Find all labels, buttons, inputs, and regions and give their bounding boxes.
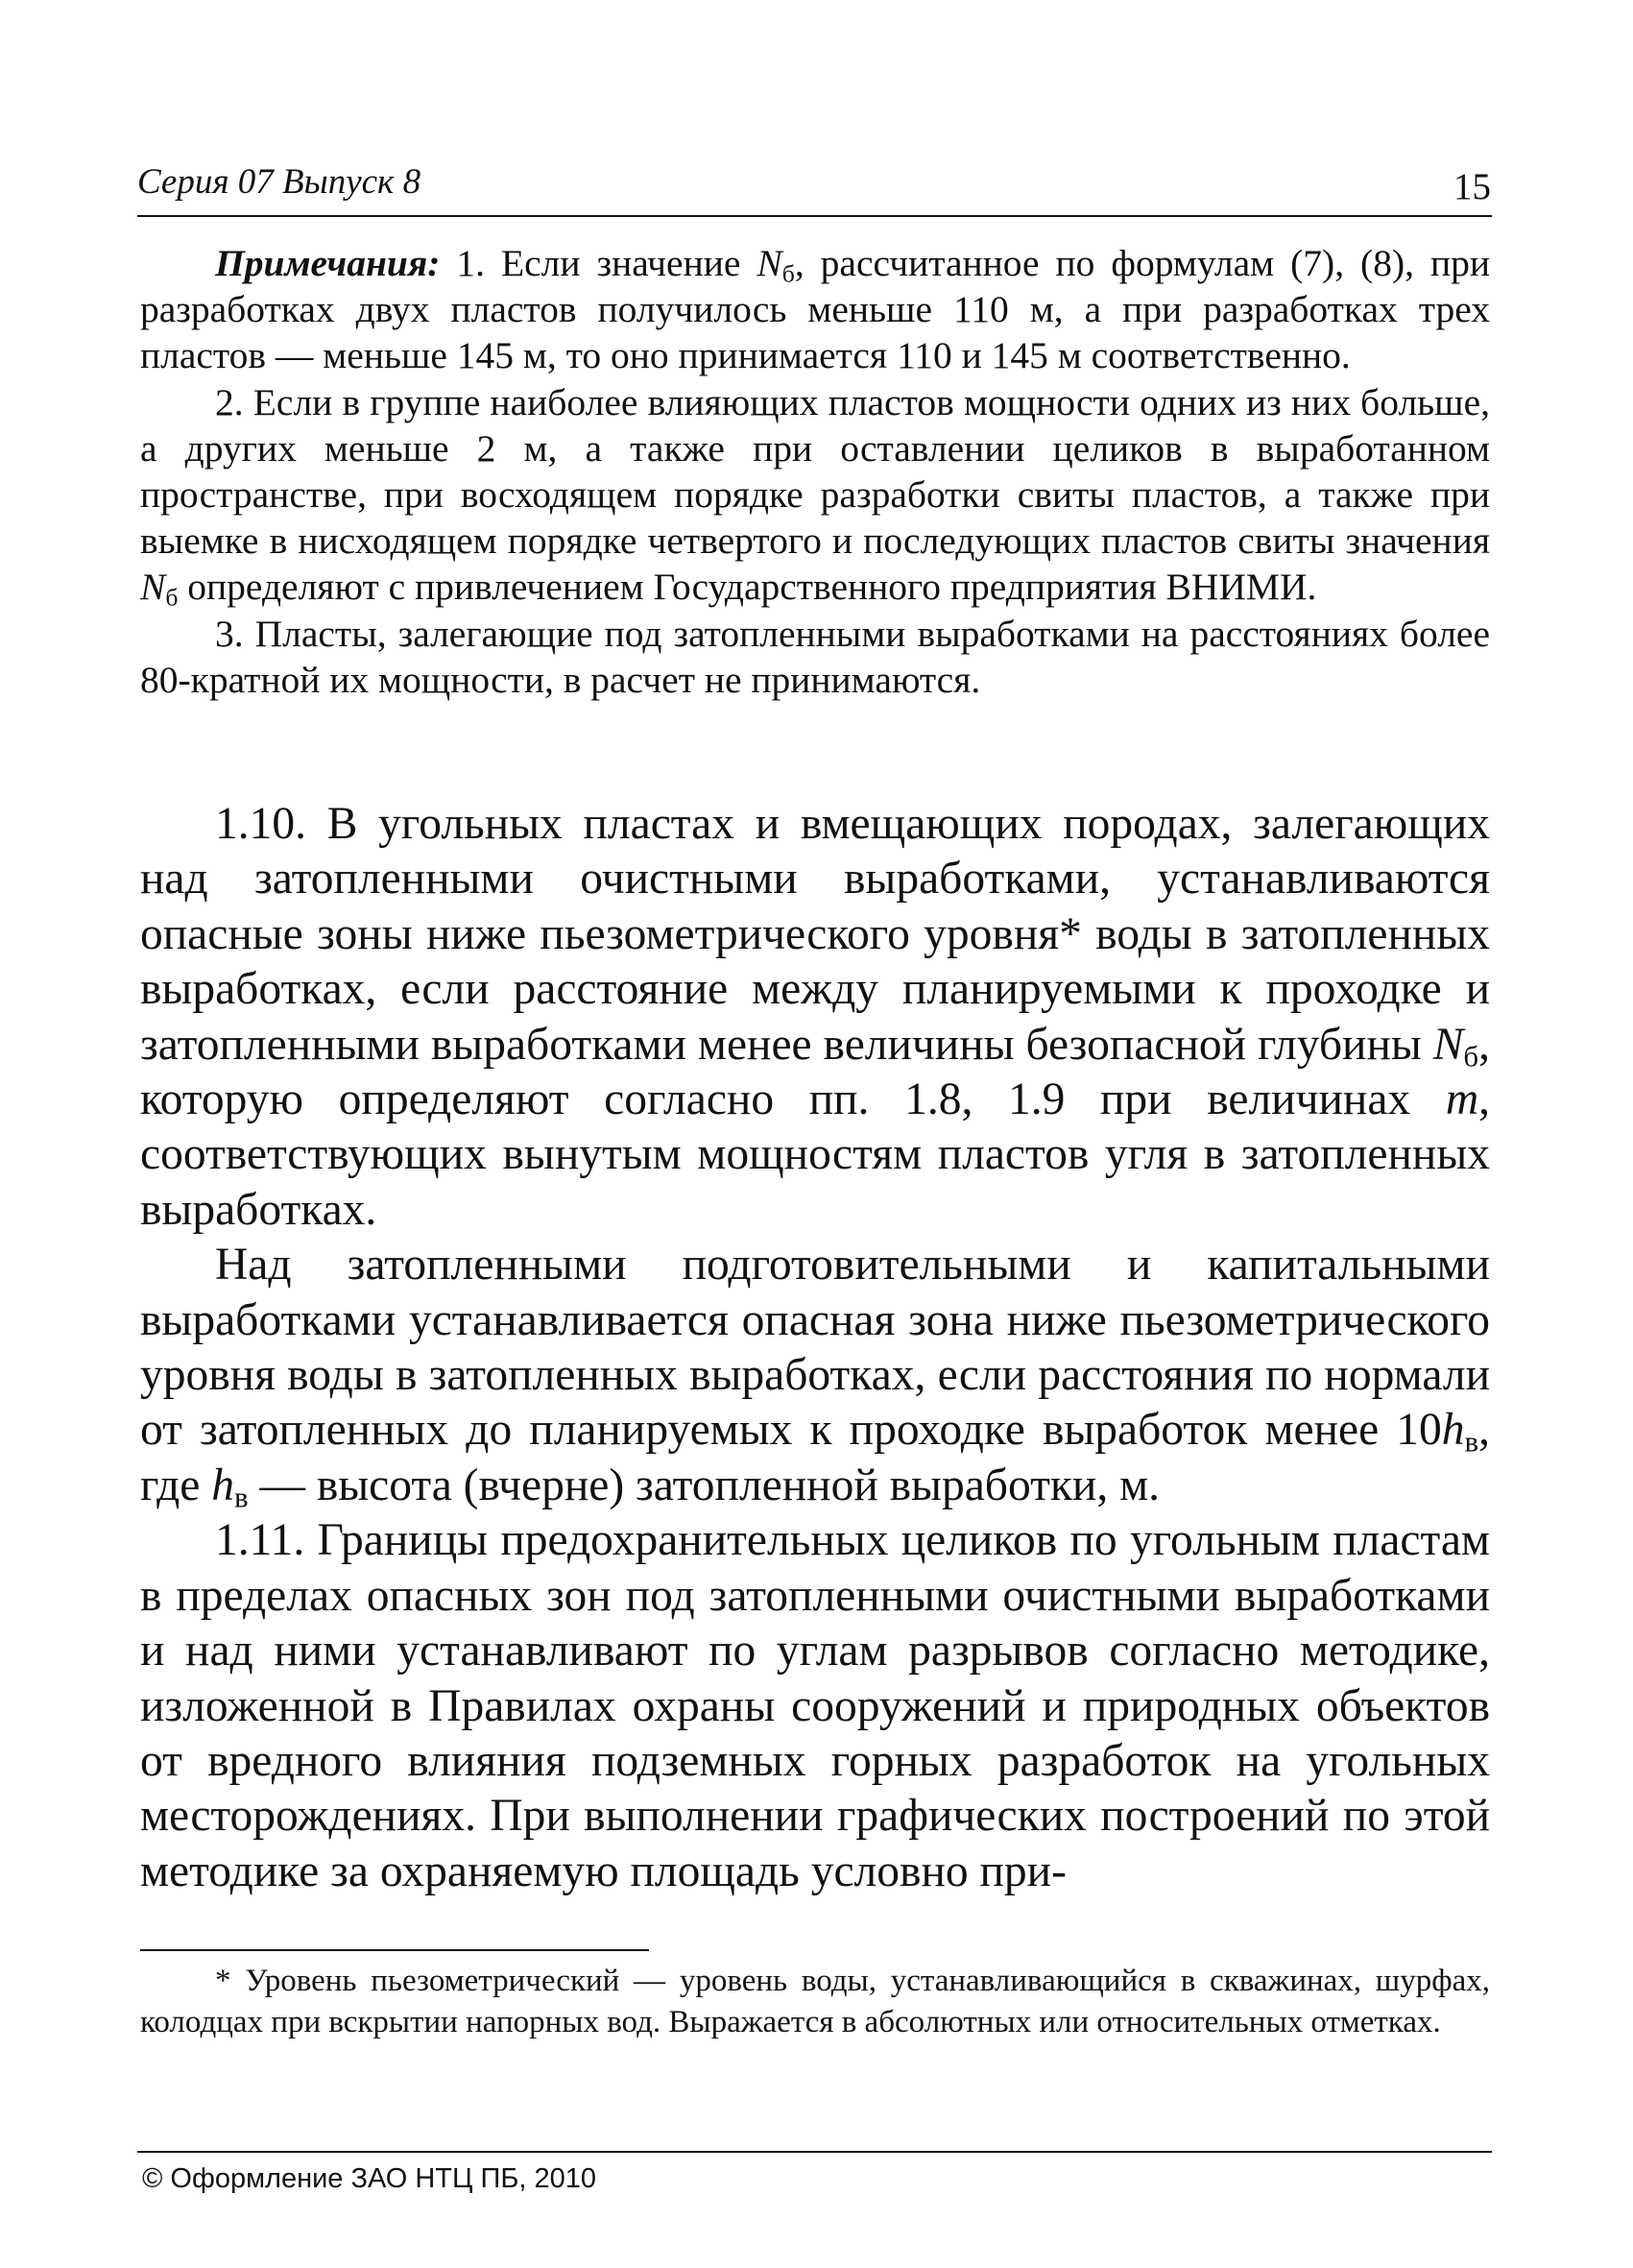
note-2: 2. Если в группе наиболее влияющих пластов мощности одних из них больше, а других меньше 2 м, а также при оставлении целиков в выработанном пространстве, при восходящем порядке разработки свиты пластов, а также при выемке в нисходящем порядке четвертого и последующих пластов свиты значения $N_б$ определяют с привлечением Государственного предприятия ВНИМИ. bbox=[140, 380, 1490, 612]
paragraph-capital-workings: Над затопленными подготовительными и капитальными выработками устанавливается опасная зона ниже пьезометрического уровня воды в затопленных выработках, если расстояния по нормали от затопленных до планируемых к проходке выработок менее $10h_в$, где $h_в$ — высота (вчерне) затопленной выработки, м. bbox=[140, 1240, 1490, 1514]
series-title: Серия 07 Выпуск 8 bbox=[137, 162, 421, 202]
note-1: Примечания: 1. Если значение $N_б$, рассчитанное по формулам (7), (8), при разработках двух пластов получилось меньше 110 м, а при разработках трех пластов — меньше 145 м, то оно принимается 110 и 145 м соответственно. bbox=[140, 242, 1490, 377]
note-3: 3. Пласты, залегающие под затопленными выработками на расстояниях более 80-кратной их мощности, в расчет не принимаются. bbox=[140, 612, 1490, 701]
running-header bbox=[137, 161, 1491, 209]
paragraph-1-10: 1.10. В угольных пластах и вмещающих породах, залегающих над затопленными очистными выработками, устанавливаются опасные зоны ниже пьезометрического уровня* воды в затопленных выработках, если расстояние между планируемыми к проходке и затопленными выработками менее величины безопасной глубины $N_б$, которую определяют согласно пп. 1.8, 1.9 при величинах m, соответствующих вынутым мощностям пластов угля в затопленных выработках. bbox=[140, 799, 1490, 1235]
header-divider bbox=[137, 215, 1492, 217]
footer-divider bbox=[137, 2151, 1492, 2153]
page-number: 15 bbox=[1453, 166, 1491, 207]
copyright-notice: © Оформление ЗАО НТЦ ПБ, 2010 bbox=[142, 2163, 596, 2194]
footnote-divider bbox=[140, 1949, 649, 1951]
paragraph-1-11: 1.11. Границы предохранительных целиков по угольным пластам в пределах опасных зон под затопленными очистными выработками и над ними устанавливают по углам разрывов согласно методике, изложенной в Правилах охраны сооружений и природных объектов от вредного влияния подземных горных разработок на угольных месторождениях. При выполнении графических построений по этой методике за охраняемую площадь условно при- bbox=[140, 1515, 1490, 1896]
main-text bbox=[140, 797, 1490, 1899]
notes-block bbox=[140, 240, 1490, 703]
notes-label: Примечания: bbox=[215, 242, 441, 284]
footnote: * Уровень пьезометрический — уровень воды, устанавливающийся в скважинах, шурфах, колодцах при вскрытии напорных вод. Выражается в абсолютных или относительных отметках. bbox=[140, 1964, 1490, 2039]
